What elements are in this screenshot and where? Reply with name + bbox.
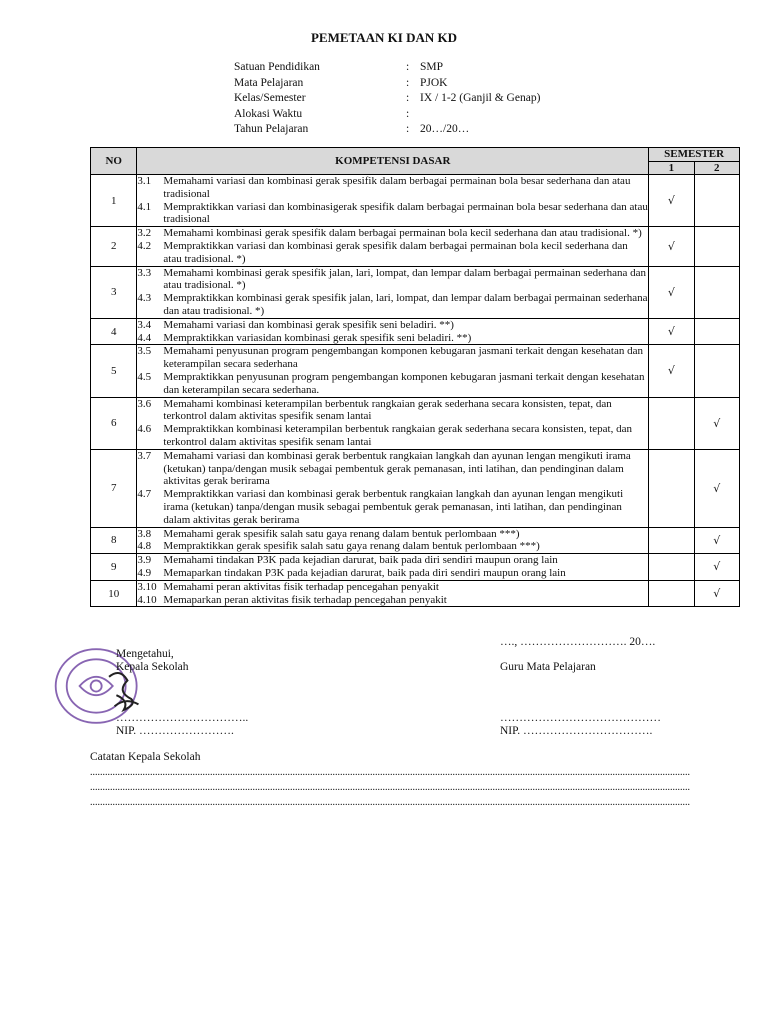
kd-item-text: Mempraktikkan penyusunan program pengembangan komponen kebugaran jasmani terkait dengan kesehatan dan keterampilan secara sederhana. xyxy=(163,370,645,396)
kd-item-number: 4.10 xyxy=(137,593,157,606)
kd-item xyxy=(137,423,648,449)
table-row xyxy=(91,175,740,227)
row-number: 4 xyxy=(91,318,137,345)
kd-item xyxy=(137,567,648,580)
kd-item xyxy=(137,371,648,397)
kd-item-text: Memahami kombinasi gerak spesifik jalan, lari, lompat, dan lempar dalam berbagai permainan sederhana dan atau tradisional. *) xyxy=(163,266,647,292)
kd-item-text: Memahami penyusunan program pengembangan komponen kebugaran jasmani terkait dengan kesehatan dan keterampilan secara sederhana xyxy=(163,345,643,371)
kd-item-text: Mempraktikkan variasi dan kombinasigerak spesifik dalam berbagai permainan bola besar sederhana dan atau tradisional xyxy=(163,200,648,226)
meta-label: Satuan Pendidikan xyxy=(234,61,320,73)
signature-left-line1: Mengetahui, xyxy=(116,648,174,660)
kd-item-number: 4.4 xyxy=(137,331,152,344)
kd-item-number: 3.1 xyxy=(137,175,152,187)
semester-2-check xyxy=(694,345,739,397)
row-number: 3 xyxy=(91,266,137,318)
meta-colon: : xyxy=(406,76,410,89)
semester-1-check: √ xyxy=(649,345,694,397)
meta-colon: : xyxy=(406,123,410,135)
kd-item-number: 4.8 xyxy=(137,540,152,553)
notes-line[interactable]: ................................................................................................................................................................................................................................................ xyxy=(90,797,690,808)
row-number: 6 xyxy=(91,397,137,449)
kd-cell xyxy=(137,345,649,397)
meta-value: SMP xyxy=(420,61,444,73)
header-no: NO xyxy=(91,148,137,175)
kd-item-number: 3.8 xyxy=(137,527,152,540)
kd-item-text: Memahami gerak spesifik salah satu gaya renang dalam bentuk perlombaan ***) xyxy=(163,527,520,540)
kd-item-number: 4.3 xyxy=(137,292,152,305)
kd-item xyxy=(137,581,648,594)
table-row xyxy=(91,318,740,345)
kd-cell xyxy=(137,318,649,345)
kd-item-text: Memahami tindakan P3K pada kejadian darurat, baik pada diri sendiri maupun orang lain xyxy=(163,554,558,567)
meta-value: PJOK xyxy=(420,76,448,89)
signature-date: …., ………………………. 20…. xyxy=(500,636,656,648)
row-number: 7 xyxy=(91,449,137,527)
meta-value: IX / 1-2 (Ganjil & Genap) xyxy=(420,92,541,104)
row-number: 10 xyxy=(91,580,137,607)
kd-item xyxy=(137,267,648,293)
semester-1-check xyxy=(649,580,694,607)
header-semester-2: 2 xyxy=(694,162,739,175)
meta-row xyxy=(234,122,620,138)
kd-item-text: Mempraktikkan variasidan kombinasi gerak spesifik seni beladiri. **) xyxy=(163,331,472,344)
kd-item-text: Mempraktikkan variasi dan kombinasi gerak berbentuk rangkaian langkah dan ayunan lengan mengikuti irama (ketukan) tanpa/dengan musik sebagai pembentuk gerak pemanasan, inti latihan, dan pendinginan dalam aktivitas gerak berirama xyxy=(163,488,624,526)
header-semester: SEMESTER xyxy=(649,148,740,162)
kd-cell xyxy=(137,397,649,449)
kd-item-text: Memahami variasi dan kombinasi gerak berbentuk rangkaian langkah dan ayunan lengan mengikuti irama (ketukan) tanpa/dengan musik sebagai pembentuk gerak pemanasan, inti latihan, dan pendinginan dalam aktivitas gerak berirama xyxy=(163,449,631,488)
kd-cell xyxy=(137,227,649,266)
row-number: 1 xyxy=(91,175,137,227)
kd-item-text: Mempraktikkan variasi dan kombinasi gerak spesifik dalam berbagai permainan bola kecil sederhana dan atau tradisional. *) xyxy=(163,239,628,265)
kd-item-text: Memaparkan tindakan P3K pada kejadian darurat, baik pada diri sendiri maupun orang lain xyxy=(163,566,566,579)
kd-item xyxy=(137,332,648,345)
principal-notes xyxy=(90,750,740,810)
meta-row xyxy=(234,76,620,92)
kd-item xyxy=(137,345,648,371)
kd-item xyxy=(137,554,648,567)
semester-2-check xyxy=(694,318,739,345)
kd-item xyxy=(137,292,648,318)
kd-cell xyxy=(137,527,649,554)
notes-line[interactable]: ................................................................................................................................................................................................................................................ xyxy=(90,782,690,793)
signature-left-name: …………………………….. xyxy=(116,712,249,724)
signature-right-name: …………………………………… xyxy=(500,712,661,724)
header-semester-1: 1 xyxy=(649,162,694,175)
kd-item-text: Memahami variasi dan kombinasi gerak spesifik seni beladiri. **) xyxy=(163,318,454,331)
kd-item-number: 4.2 xyxy=(137,239,152,252)
meta-value xyxy=(420,107,620,123)
kd-item-number: 3.6 xyxy=(137,397,152,410)
kd-item-text: Memahami peran aktivitas fisik terhadap pencegahan penyakit xyxy=(163,580,439,593)
kd-item-text: Memahami variasi dan kombinasi gerak spesifik dalam berbagai permainan bola besar sederhana dan atau tradisional xyxy=(163,175,631,200)
kd-item xyxy=(137,450,648,488)
table-row xyxy=(91,580,740,607)
semester-1-check: √ xyxy=(649,175,694,227)
kd-item-number: 3.7 xyxy=(137,449,152,462)
semester-2-check: √ xyxy=(694,527,739,554)
semester-2-check: √ xyxy=(694,449,739,527)
row-number: 8 xyxy=(91,527,137,554)
semester-2-check xyxy=(694,266,739,318)
kd-item-number: 4.1 xyxy=(137,200,152,213)
kd-table-body xyxy=(91,175,740,607)
signature-right-title: Guru Mata Pelajaran xyxy=(500,661,596,673)
row-number: 9 xyxy=(91,554,137,581)
semester-1-check xyxy=(649,397,694,449)
kd-item-text: Memaparkan peran aktivitas fisik terhadap pencegahan penyakit xyxy=(163,593,447,606)
kd-item-number: 4.6 xyxy=(137,423,152,436)
kd-item xyxy=(137,594,648,607)
meta-colon: : xyxy=(406,92,410,104)
table-row xyxy=(91,345,740,397)
kd-item-number: 3.2 xyxy=(137,227,152,240)
semester-2-check xyxy=(694,227,739,266)
semester-2-check: √ xyxy=(694,554,739,581)
signature-left-nip: NIP. ……………………. xyxy=(116,725,234,737)
kd-item xyxy=(137,240,648,266)
signature-left-title: Kepala Sekolah xyxy=(116,661,189,673)
kd-cell xyxy=(137,175,649,227)
meta-row xyxy=(234,107,620,123)
kd-item-number: 3.10 xyxy=(137,580,157,593)
notes-label: Catatan Kepala Sekolah xyxy=(90,751,201,763)
kd-item-number: 4.5 xyxy=(137,370,152,383)
semester-1-check: √ xyxy=(649,318,694,345)
kd-item-number: 3.4 xyxy=(137,318,152,331)
meta-row xyxy=(234,91,620,107)
kd-item xyxy=(137,398,648,424)
meta-value: 20…/20… xyxy=(420,123,470,135)
meta-info xyxy=(234,60,620,138)
meta-label: Tahun Pelajaran xyxy=(234,123,309,135)
semester-1-check: √ xyxy=(649,266,694,318)
table-row xyxy=(91,527,740,554)
meta-label: Alokasi Waktu xyxy=(234,107,303,120)
semester-2-check xyxy=(694,175,739,227)
notes-line[interactable]: ................................................................................................................................................................................................................................................ xyxy=(90,767,690,778)
semester-2-check: √ xyxy=(694,580,739,607)
semester-1-check xyxy=(649,554,694,581)
semester-1-check xyxy=(649,449,694,527)
table-row xyxy=(91,554,740,581)
kd-item-number: 4.7 xyxy=(137,488,152,501)
kd-item-text: Memahami kombinasi keterampilan berbentuk rangkaian gerak sederhana secara konsisten, tepat, dan terkontrol dalam aktivitas spesifik senam lantai xyxy=(163,397,612,423)
kd-item-text: Mempraktikkan kombinasi gerak spesifik jalan, lari, lompat, dan lempar dalam berbagai permainan sederhana dan atau tradisional. *) xyxy=(163,292,648,317)
kd-cell xyxy=(137,554,649,581)
kd-item xyxy=(137,319,648,332)
row-number: 2 xyxy=(91,227,137,266)
kd-item-text: Memahami kombinasi gerak spesifik dalam berbagai permainan bola kecil sederhana dan atau tradisional. *) xyxy=(163,227,642,240)
kd-item xyxy=(137,227,648,240)
kd-item xyxy=(137,201,648,227)
meta-row xyxy=(234,60,620,76)
semester-1-check xyxy=(649,527,694,554)
header-kompetensi-dasar: KOMPETENSI DASAR xyxy=(137,148,649,175)
table-row xyxy=(91,449,740,527)
kd-item-number: 4.9 xyxy=(137,566,152,579)
kd-item-number: 3.5 xyxy=(137,345,152,358)
kd-item-text: Mempraktikkan kombinasi keterampilan berbentuk rangkaian gerak sederhana secara konsisten, tepat, dan terkontrol dalam aktivitas spesifik senam lantai xyxy=(163,423,632,448)
table-row xyxy=(91,397,740,449)
kd-cell xyxy=(137,266,649,318)
meta-colon: : xyxy=(406,61,410,73)
table-row xyxy=(91,266,740,318)
page-title: PEMETAAN KI DAN KD xyxy=(310,30,457,45)
kd-item-number: 3.9 xyxy=(137,554,152,567)
kd-table xyxy=(90,147,740,607)
meta-label: Mata Pelajaran xyxy=(234,76,304,89)
meta-label: Kelas/Semester xyxy=(234,92,306,104)
semester-2-check: √ xyxy=(694,397,739,449)
kd-item xyxy=(137,488,648,526)
signature-right-nip: NIP. ……………………………. xyxy=(500,725,653,737)
kd-item-text: Mempraktikkan gerak spesifik salah satu gaya renang dalam bentuk perlombaan ***) xyxy=(163,540,540,553)
semester-1-check: √ xyxy=(649,227,694,266)
kd-item xyxy=(137,540,648,553)
kd-item xyxy=(137,175,648,201)
row-number: 5 xyxy=(91,345,137,397)
table-row xyxy=(91,227,740,266)
meta-colon: : xyxy=(406,107,410,120)
kd-cell xyxy=(137,580,649,607)
kd-cell xyxy=(137,449,649,527)
kd-item-number: 3.3 xyxy=(137,266,152,279)
kd-item xyxy=(137,528,648,541)
